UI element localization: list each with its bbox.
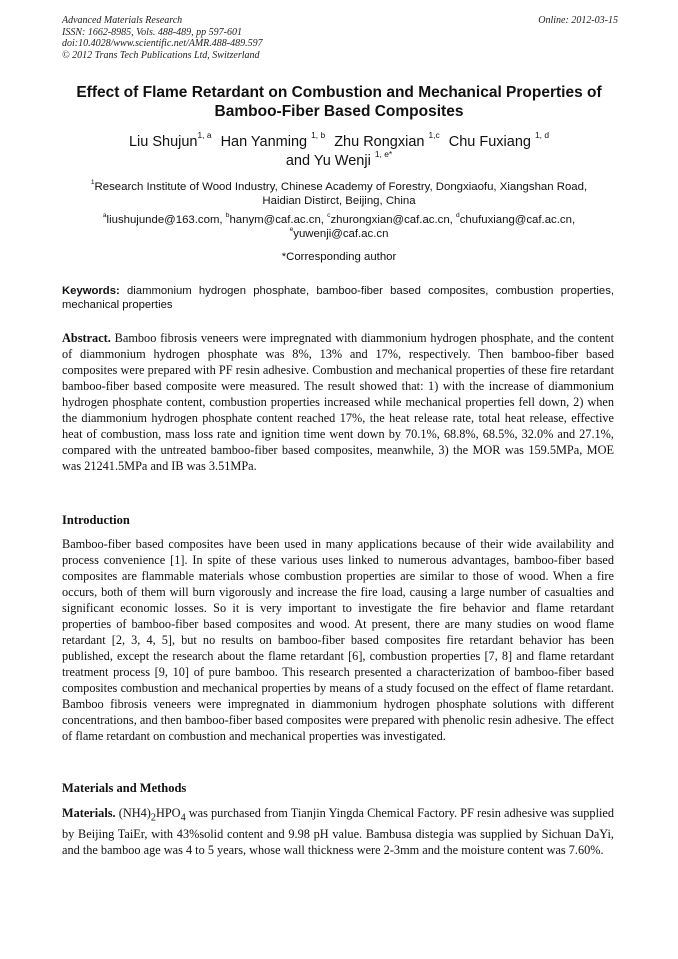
author-affiliation-mark: 1, a — [197, 130, 212, 141]
email-link[interactable]: hanym@caf.ac.cn, — [229, 214, 324, 226]
email-list — [40, 213, 638, 241]
issn-line: ISSN: 1662-8985, Vols. 488-489, pp 597-601 — [62, 26, 242, 38]
authors-line-2 — [40, 149, 638, 171]
keywords-label: Keywords: — [62, 285, 120, 297]
introduction-heading: Introduction — [62, 513, 130, 527]
author-affiliation-mark: 1, d — [535, 130, 550, 141]
materials-paragraph — [62, 805, 614, 858]
email-link[interactable]: chufuxiang@caf.ac.cn, — [459, 214, 576, 226]
author-list — [40, 130, 638, 171]
author-name: Liu Shujun — [128, 134, 198, 150]
doi-line[interactable]: doi:10.4028/www.scientific.net/AMR.488-489.597 — [62, 38, 263, 49]
affiliation-line-2: Haidian Distirct, Beijing, China — [262, 195, 416, 207]
chemical-formula: $(NH4)_2HPO_4$ — [118, 806, 186, 824]
journal-header — [62, 15, 618, 61]
email-mark: a — [102, 211, 107, 219]
online-date: Online: 2012-03-15 — [538, 15, 618, 26]
email-link[interactable]: yuwenji@caf.ac.cn — [293, 228, 389, 240]
keywords-text: diammonium hydrogen phosphate, bamboo-fiber based composites, combustion properties, mechanical properties — [62, 285, 614, 311]
email-mark: b — [225, 211, 230, 219]
materials-lead: Materials. — [62, 806, 116, 820]
abstract-text: Bamboo fibrosis veneers were impregnated with diammonium hydrogen phosphate, and the content of diammonium hydrogen phosphate was 8%, 13% and 17%, respectively. Then bamboo-fiber based composites were prepared with PF resin adhesive. Combustion and mechanical properties of these fire retardant bamboo-fiber based composite were measured. The result showed that: 1) with the increase of diammonium hydrogen phosphate content, combustion properties increased while mechanical properties fell down, 2) when the diammonium hydrogen phosphate content reached 17%, the heat release rate, total heat release, effective heat of combustion, mass loss rate and ignition time went down by 70.1%, 68.8%, 68.5%, 32.0% and 27.1%, compared with the untreated bamboo-fiber based composites, meanwhile, 3) the MOR was 159.5MPa, MOE was 21241.5MPa and IB was 3.51MPa. — [62, 331, 614, 473]
email-link[interactable]: zhurongxian@caf.ac.cn, — [330, 214, 453, 226]
email-mark: c — [327, 211, 331, 219]
introduction-text: Bamboo-fiber based composites have been used in many applications because of their wide availability and process convenience [1]. In spite of these various uses linked to numerous advantages, bamboo-fiber based composites are flammable materials whose combustion properties are similar to those of wood. When a fire occurs, both of them will burn vigorously and increase the fire load, causing a large number of casualties and significant economic losses. So it is very important to investigate the fire behavior and flame retardant properties of bamboo-fiber based composites and wood. At present, there are many studies on wood flame retardant [2, 3, 4, 5], but no results on bamboo-fiber based composites fire retardant behavior has been published, except the research about the flame retardant [6], combustion properties [7, 8] and flame retardant treatment process [9, 10] of pure bamboo. This research presented a characterization of bamboo-fiber based composites combustion and mechanical properties by means of a study focused on the effect of flame retardant. Bamboo fibrosis veneers were impregnated in diammonium hydrogen phosphate solutions with different concentrations, and then bamboo-fiber based composites were prepared with phenolic resin adhesive. The effect of flame retardant on combustion and mechanical properties was investigated. — [62, 537, 614, 743]
materials-text: was purchased from Tianjin Yingda Chemical Factory. PF resin adhesive was supplied by Beijing TaiEr, with 43%solid content and 9.98 pH value. Bambusa distegia was supplied by Sichuan DaYi, and the bamboo age was 4 to 5 years, whose wall thickness were 2-3mm and the moisture content was 7.60%. — [62, 806, 615, 858]
title-line-1: Effect of Flame Retardant on Combustion and Mechanical Properties of — [76, 84, 602, 101]
email-mark: d — [456, 211, 460, 219]
author-affiliation-mark: 1,c — [428, 130, 440, 141]
author-name: Chu Fuxiang — [448, 134, 531, 150]
author-affiliation-mark: 1, b — [311, 130, 326, 141]
corresponding-author-note: *Corresponding author — [281, 251, 397, 263]
affiliation — [40, 180, 638, 208]
paper-title — [40, 83, 638, 121]
abstract — [62, 330, 614, 474]
author-conjunction: and — [285, 153, 311, 169]
author-name: Yu Wenji — [313, 153, 371, 169]
journal-name: Advanced Materials Research — [62, 15, 183, 26]
authors-line-1 — [40, 130, 638, 152]
copyright-line: © 2012 Trans Tech Publications Ltd, Switzerland — [62, 49, 260, 61]
affiliation-line-1: Research Institute of Wood Industry, Chinese Academy of Forestry, Dongxiaofu, Xiangshan Road, — [94, 181, 588, 193]
email-link[interactable]: liushujunde@163.com, — [106, 214, 223, 226]
abstract-label: Abstract. — [62, 331, 111, 345]
author-affiliation-mark: 1, e* — [374, 149, 393, 160]
title-line-2: Bamboo-Fiber Based Composites — [214, 103, 464, 120]
materials-methods-heading: Materials and Methods — [62, 781, 187, 795]
keywords — [62, 284, 614, 312]
author-name: Zhu Rongxian — [334, 134, 425, 150]
email-mark: e — [289, 225, 294, 233]
affiliation-mark: 1 — [90, 178, 95, 186]
author-name: Han Yanming — [220, 134, 308, 150]
